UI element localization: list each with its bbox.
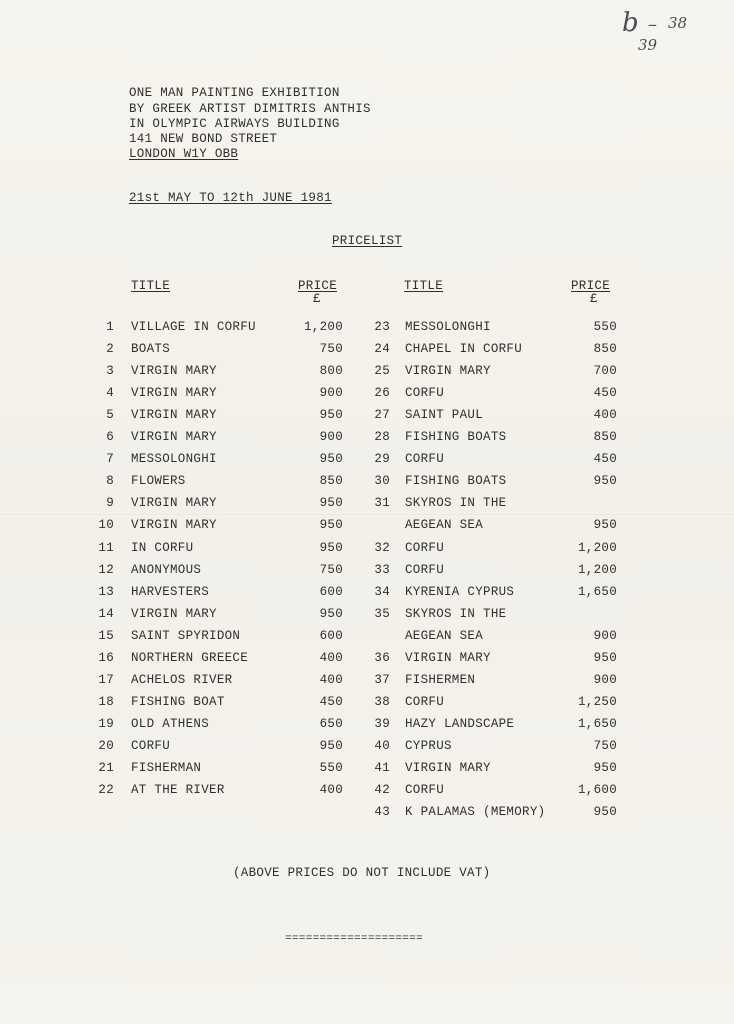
painting-price: 450 [593,386,617,401]
row-number: 34 [374,584,390,599]
row-number: 26 [374,386,390,401]
row-number: 15 [98,628,114,643]
exhibition-dates: 21st MAY TO 12th JUNE 1981 [129,191,332,205]
row-number: 18 [98,694,114,709]
painting-price: 900 [593,628,617,643]
painting-title: CORFU [405,452,445,467]
painting-price: 450 [593,452,617,467]
row-number: 16 [98,650,114,665]
painting-price: 1,200 [577,540,617,555]
row-number: 28 [374,430,390,445]
row-number: 23 [374,320,390,334]
painting-title: CORFU [405,783,445,798]
address-line-2: BY GREEK ARTIST DIMITRIS ANTHIS [129,102,371,116]
painting-title: VIRGIN MARY [131,518,217,533]
painting-title: IN CORFU [131,540,194,555]
row-number: 9 [106,496,114,511]
painting-title: AT THE RIVER [131,783,225,798]
row-number: 12 [98,562,114,577]
painting-price: 950 [319,518,343,533]
painting-price: 900 [319,430,343,445]
row-number: 31 [374,496,390,511]
right-currency-header: £ [590,292,598,306]
painting-title: CHAPEL IN CORFU [405,342,523,357]
painting-price: 1,650 [577,584,617,599]
painting-price: 950 [319,496,343,511]
painting-title: NORTHERN GREECE [131,650,249,665]
painting-price: 750 [319,562,343,577]
painting-price: 400 [319,650,343,665]
pricelist-heading: PRICELIST [332,234,403,248]
painting-title: BOATS [131,342,171,357]
painting-price: 400 [319,672,343,687]
painting-price: 1,250 [577,694,617,709]
row-number: 25 [374,364,390,379]
painting-title: AEGEAN SEA [405,628,484,643]
row-number: 20 [98,738,114,753]
row-number: 7 [106,452,114,467]
painting-price: 900 [319,386,343,401]
right-title-header: TITLE [404,279,444,293]
page-fold [0,514,734,516]
left-price-header: PRICE [298,279,338,293]
painting-title: VIRGIN MARY [131,408,217,423]
painting-price: 950 [593,518,617,533]
row-number: 3 [106,364,114,379]
painting-price: 900 [593,672,617,687]
painting-title: VIRGIN MARY [131,430,217,445]
row-number: 37 [374,672,390,687]
painting-price: 750 [319,342,343,357]
painting-price: 550 [319,761,343,775]
painting-title: OLD ATHENS [131,716,210,731]
painting-price: 950 [593,650,617,665]
painting-price: 850 [593,430,617,445]
painting-price: 400 [593,408,617,423]
row-number: 43 [374,805,390,820]
painting-title: AEGEAN SEA [405,518,484,533]
painting-title: VILLAGE IN CORFU [131,320,256,334]
row-number: 41 [374,761,390,775]
painting-title: CORFU [405,694,445,709]
address-line-4: 141 NEW BOND STREET [129,132,278,146]
row-number: 40 [374,738,390,753]
row-number: 17 [98,672,114,687]
row-number: 14 [98,606,114,621]
painting-price: 750 [593,738,617,753]
painting-title: VIRGIN MARY [131,364,217,379]
painting-title: CORFU [405,540,445,555]
painting-price: 700 [593,364,617,379]
painting-title: SAINT PAUL [405,408,484,423]
painting-title: CORFU [131,738,171,753]
painting-price: 950 [319,540,343,555]
painting-title: FISHING BOATS [405,430,507,445]
row-number: 4 [106,386,114,401]
painting-price: 800 [319,364,343,379]
painting-price: 650 [319,716,343,731]
painting-price: 1,200 [303,320,343,334]
corner-note-letter: b [622,8,639,38]
address-line-3: IN OLYMPIC AIRWAYS BUILDING [129,117,340,131]
painting-price: 1,650 [577,716,617,731]
corner-note-top: 38 [668,14,688,32]
row-number: 10 [98,518,114,533]
painting-title: CORFU [405,562,445,577]
row-number: 38 [374,694,390,709]
painting-price: 950 [319,606,343,621]
row-number: 5 [106,408,114,423]
row-number: 29 [374,452,390,467]
row-number: 32 [374,540,390,555]
row-number: 36 [374,650,390,665]
row-number: 30 [374,474,390,489]
row-number: 8 [106,474,114,489]
painting-title: K PALAMAS (MEMORY) [405,805,546,820]
row-number: 42 [374,783,390,798]
left-currency-header: £ [313,292,321,306]
painting-price: 950 [593,805,617,820]
painting-title: MESSOLONGHI [131,452,217,467]
painting-title: VIRGIN MARY [405,650,491,665]
painting-price: 850 [319,474,343,489]
painting-price: 950 [319,452,343,467]
painting-title: FISHING BOAT [131,694,225,709]
painting-price: 400 [319,783,343,798]
row-number: 22 [98,783,114,798]
painting-price: 600 [319,584,343,599]
painting-price: 950 [319,738,343,753]
footer-rule: ==================== [285,933,424,945]
row-number: 13 [98,584,114,599]
painting-title: SAINT SPYRIDON [131,628,241,643]
painting-title: FISHERMEN [405,672,476,687]
painting-title: KYRENIA CYPRUS [405,584,515,599]
corner-note-dash: – [648,14,657,35]
painting-title: FISHERMAN [131,761,202,775]
painting-title: MESSOLONGHI [405,320,491,334]
painting-price: 950 [593,761,617,775]
painting-title: SKYROS IN THE [405,496,507,511]
row-number: 24 [374,342,390,357]
address-line-1: ONE MAN PAINTING EXHIBITION [129,86,340,100]
left-title-header: TITLE [131,279,171,293]
address-line-5: LONDON W1Y OBB [129,147,239,161]
corner-note-bottom: 39 [638,36,658,54]
painting-title: FLOWERS [131,474,186,489]
painting-title: HARVESTERS [131,584,210,599]
painting-title: FISHING BOATS [405,474,507,489]
row-number: 1 [106,320,114,334]
painting-price: 550 [593,320,617,334]
row-number: 6 [106,430,114,445]
painting-price: 600 [319,628,343,643]
painting-price: 450 [319,694,343,709]
row-number: 11 [98,540,114,555]
painting-title: VIRGIN MARY [131,606,217,621]
row-number: 39 [374,716,390,731]
row-number: 19 [98,716,114,731]
painting-title: VIRGIN MARY [405,761,491,775]
painting-price: 850 [593,342,617,357]
painting-title: VIRGIN MARY [405,364,491,379]
painting-price: 950 [593,474,617,489]
vat-note: (ABOVE PRICES DO NOT INCLUDE VAT) [233,866,491,880]
painting-price: 1,200 [577,562,617,577]
painting-price: 950 [319,408,343,423]
painting-title: CYPRUS [405,738,452,753]
row-number: 21 [98,761,114,775]
painting-title: CORFU [405,386,445,401]
painting-title: ACHELOS RIVER [131,672,233,687]
row-number: 27 [374,408,390,423]
painting-title: VIRGIN MARY [131,496,217,511]
row-number: 35 [374,606,390,621]
painting-title: SKYROS IN THE [405,606,507,621]
painting-price: 1,600 [577,783,617,798]
row-number: 2 [106,342,114,357]
row-number: 33 [374,562,390,577]
painting-title: HAZY LANDSCAPE [405,716,515,731]
painting-title: ANONYMOUS [131,562,202,577]
painting-title: VIRGIN MARY [131,386,217,401]
right-price-header: PRICE [571,279,611,293]
